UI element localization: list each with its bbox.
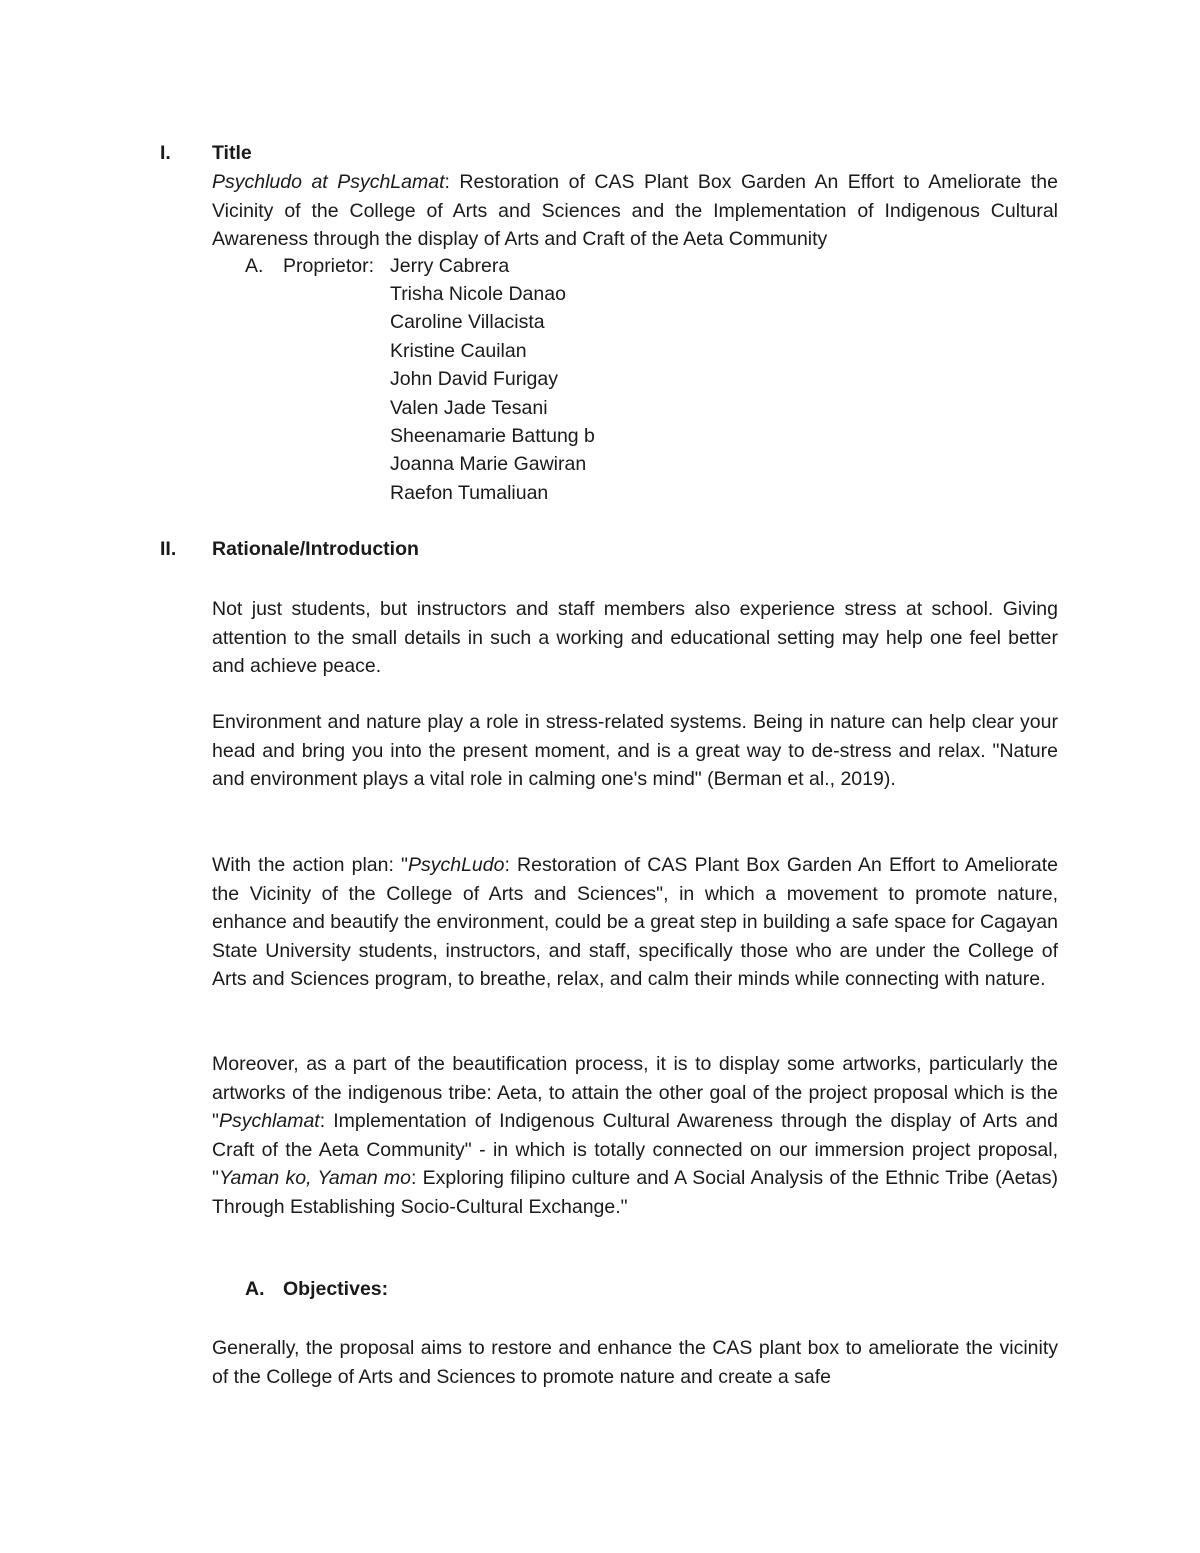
paragraph-3	[212, 851, 1058, 994]
paragraph-4-italic-2: Yaman ko, Yaman mo	[218, 1167, 412, 1189]
proprietor-name: Jerry Cabrera	[390, 255, 510, 277]
title-paragraph	[212, 168, 1058, 254]
objectives-letter: A.	[245, 1278, 265, 1300]
paragraph-1: Not just students, but instructors and staff members also experience stress at school. Giving attention to the small details in such a working and educational setting may help one feel better and achieve peace.	[212, 598, 1058, 677]
paragraph-4-start: Moreover, as a part of the beautification process, it is to display some artworks, particularly the artworks of the indigenous tribe: Aeta, to attain the other goal of the project proposal which is the "	[212, 1053, 1058, 1132]
paragraph-3-rest: : Restoration of CAS Plant Box Garden An Effort to Ameliorate the Vicinity of the College of Arts and Sciences", in which a movement to promote nature, enhance and beautify the environment, could be a great step in building a safe space for Cagayan State University students, instructors, and staff, specifically those who are under the College of Arts and Sciences program, to breathe, relax, and calm their minds while connecting with nature.	[212, 854, 1058, 990]
paragraph-4-middle: : Implementation of Indigenous Cultural Awareness through the display of Arts and Craft of the Aeta Community" - in which is totally connected on our immersion project proposal, "	[212, 1110, 1058, 1189]
title-italic: Psychludo at PsychLamat	[212, 171, 445, 193]
paragraph-4-italic-1: Psychlamat	[218, 1110, 320, 1132]
paragraph-2: Environment and nature play a role in stress-related systems. Being in nature can help clear your head and bring you into the present moment, and is a great way to de-stress and relax. "Nature and environment plays a vital role in calming one's mind" (Berman et al., 2019).	[212, 711, 1058, 790]
proprietor-name: Kristine Cauilan	[390, 340, 527, 362]
proprietor-letter: A.	[245, 255, 264, 277]
objectives-heading: Objectives:	[283, 1278, 389, 1300]
paragraph-4	[212, 1050, 1058, 1221]
paragraph-4-end: : Exploring filipino culture and A Social Analysis of the Ethnic Tribe (Aetas) Through Establishing Socio-Cultural Exchange."	[212, 1167, 1058, 1218]
proprietor-label: Proprietor:	[283, 255, 375, 277]
paragraph-5: Generally, the proposal aims to restore and enhance the CAS plant box to ameliorate the vicinity of the College of Arts and Sciences to promote nature and create a safe	[212, 1337, 1058, 1388]
paragraph-3-start: With the action plan: "	[212, 854, 408, 876]
paragraph-3-italic: PsychLudo	[407, 854, 505, 876]
proprietor-name: Joanna Marie Gawiran	[390, 453, 587, 475]
proprietor-name: Caroline Villacista	[390, 311, 545, 333]
proprietor-name: Valen Jade Tesani	[390, 397, 548, 419]
section-2-number: II.	[160, 538, 177, 560]
proprietor-name: Trisha Nicole Danao	[390, 283, 566, 305]
proprietor-name: Sheenamarie Battung b	[390, 425, 595, 447]
section-1-heading: Title	[212, 142, 252, 164]
proprietor-name: Raefon Tumaliuan	[390, 482, 549, 504]
section-2-heading: Rationale/Introduction	[212, 538, 419, 560]
title-rest: : Restoration of CAS Plant Box Garden An Effort to Ameliorate the Vicinity of the College of Arts and Sciences and the Implementation of Indigenous Cultural Awareness through the display of Arts and Craft of the Aeta Community	[212, 171, 1058, 250]
proprietor-name: John David Furigay	[390, 368, 558, 390]
section-1-number: I.	[160, 142, 171, 164]
